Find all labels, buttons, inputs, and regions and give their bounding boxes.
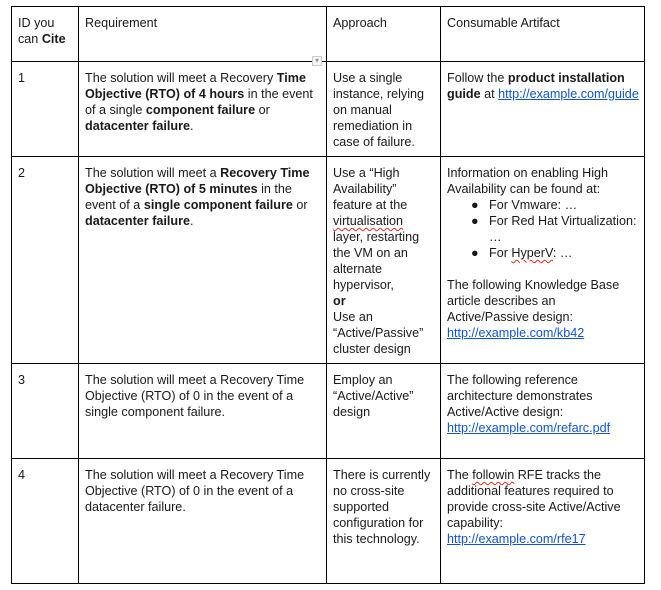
bullet-icon: ● <box>471 214 479 228</box>
cell-menu-icon[interactable]: ▾ <box>312 56 322 66</box>
header-id-cite: Cite <box>41 32 66 46</box>
spellcheck-word: HyperV <box>511 246 553 260</box>
approach-cell: Use a “High Availability” feature at the virtualisation layer, restarting the VM on an alternate hypervisor, or Use an “Active/Passive” cluster design <box>327 157 441 364</box>
requirement-cell: The solution will meet a Recovery Time Objective (RTO) of 0 in the event of a single component failure. <box>79 364 327 459</box>
bullet-icon: ● <box>471 198 479 212</box>
bullet-icon: ● <box>471 246 479 260</box>
rfe-link[interactable]: http://example.com/rfe17 <box>447 532 586 546</box>
table-row <box>12 157 645 364</box>
artifact-cell: Information on enabling High Availability can be found at: ● For Vmware: … ● For Red Hat Virtualization: … ● For HyperV: … The following Knowledge Base article describes an Active/Passive design: http://example.com/kb42 <box>441 157 645 364</box>
row-id: 4 <box>12 459 79 584</box>
approach-cell: Employ an “Active/Active” design <box>327 364 441 459</box>
header-requirement: Requirement <box>79 7 327 62</box>
artifact-cell: The followin RFE tracks the additional features required to provide cross-site Active/Active capability: http://example.com/rfe17 <box>441 459 645 584</box>
approach-cell: There is currently no cross-site supported configuration for this technology. <box>327 459 441 584</box>
requirement-cell: The solution will meet a Recovery Time Objective (RTO) of 5 minutes in the event of a single component failure or datacenter failure. <box>79 157 327 364</box>
artifact-cell: Follow the product installation guide at http://example.com/guide <box>441 62 645 157</box>
row-id: 3 <box>12 364 79 459</box>
header-row <box>12 7 645 62</box>
row-id: 2 <box>12 157 79 364</box>
header-id-text: ID you can <box>18 16 55 46</box>
list-item: ● For HyperV: … <box>471 246 573 260</box>
list-item: ● For Vmware: … <box>471 198 578 212</box>
guide-link[interactable]: http://example.com/guide <box>498 87 639 101</box>
approach-cell: Use a single instance, relying on manual remediation in case of failure. <box>327 62 441 157</box>
table-row <box>12 459 645 584</box>
refarc-link[interactable]: http://example.com/refarc.pdf <box>447 421 611 435</box>
requirement-cell: The solution will meet a Recovery Time Objective (RTO) of 4 hours in the event of a single component failure or datacenter failure. <box>79 62 327 157</box>
header-artifact: Consumable Artifact <box>441 7 645 62</box>
list-item: ● For Red Hat Virtualization: … <box>471 214 637 244</box>
bullet-list <box>447 197 639 261</box>
header-approach: Approach <box>327 7 441 62</box>
spellcheck-word: followin <box>472 468 515 482</box>
requirement-cell: The solution will meet a Recovery Time Objective (RTO) of 0 in the event of a datacenter failure. <box>79 459 327 584</box>
artifact-cell: The following reference architecture demonstrates Active/Active design: http://example.com/refarc.pdf <box>441 364 645 459</box>
requirements-table <box>11 6 645 584</box>
row-id: 1 <box>12 62 79 157</box>
kb-link[interactable]: http://example.com/kb42 <box>447 326 585 340</box>
table-row <box>12 62 645 157</box>
spellcheck-word: virtualisation <box>333 214 403 228</box>
header-id <box>12 7 79 62</box>
table-row <box>12 364 645 459</box>
